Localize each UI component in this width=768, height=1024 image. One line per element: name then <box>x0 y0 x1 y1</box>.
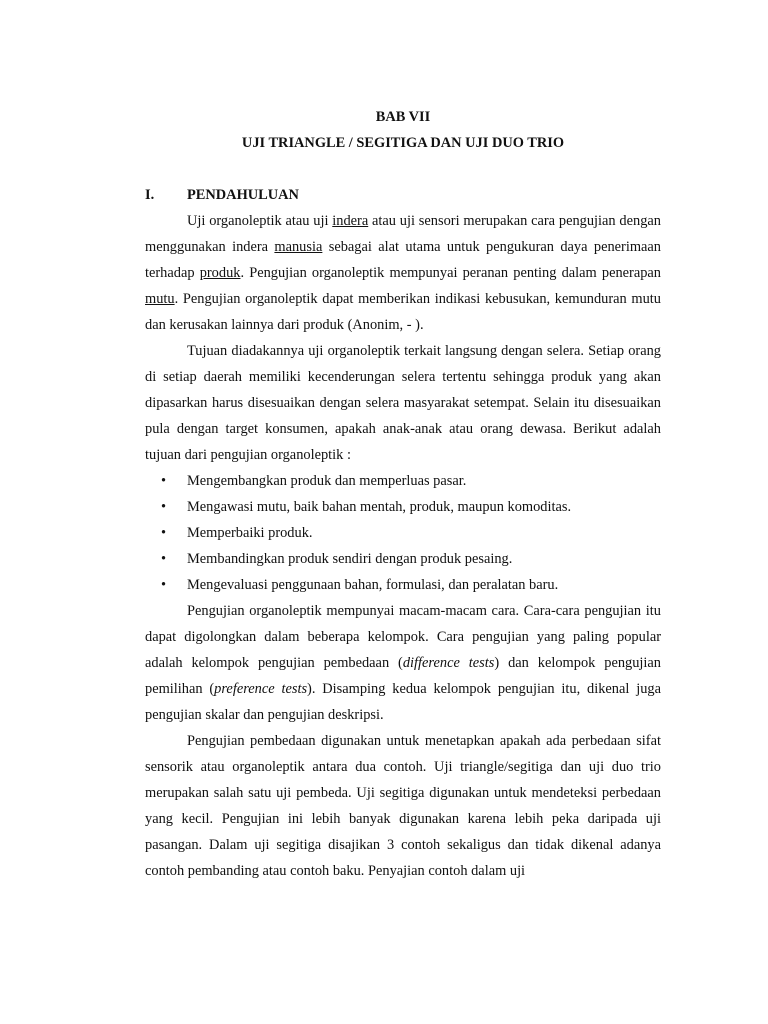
list-item <box>145 494 661 520</box>
section-title: PENDAHULUAN <box>187 187 299 203</box>
list-item-text: Membandingkan produk sendiri dengan produk pesaing. <box>187 551 513 567</box>
text-segment: ). Disamping kedua kelompok pengujian itu, dikenal juga pengujian skalar dan pengujian deskripsi. <box>145 681 661 723</box>
bullet-icon: • <box>161 577 167 593</box>
bullet-icon: • <box>161 473 167 489</box>
text-segment: . Pengujian organoleptik dapat memberikan indikasi kebusukan, kemunduran mutu dan kerusakan lainnya dari produk (Anonim, - ). <box>145 291 661 333</box>
chapter-number: BAB VII <box>375 109 431 125</box>
bullet-icon: • <box>161 525 167 541</box>
bullet-icon: • <box>161 551 167 567</box>
bullet-icon: • <box>161 499 167 515</box>
paragraph-2 <box>145 338 661 468</box>
text-segment: Uji organoleptik atau uji <box>187 213 333 229</box>
text-segment: Tujuan diadakannya uji organoleptik terkait langsung dengan selera. Setiap orang di setiap daerah memiliki kecenderungan selera tertentu sehingga produk yang akan dipasarkan harus disesuaikan dengan selera masyarakat setempat. Selain itu disesuaikan pula dengan target konsumen, apakah anak-anak atau orang dewasa. Berikut adalah tujuan dari pengujian organoleptik : <box>145 343 661 463</box>
list-item-text: Memperbaiki produk. <box>187 525 313 541</box>
list-item-text: Mengevaluasi penggunaan bahan, formulasi, dan peralatan baru. <box>187 577 559 593</box>
paragraph-3 <box>145 598 661 728</box>
text-segment: Pengujian organoleptik mempunyai macam-macam cara. Cara-cara pengujian itu dapat digolongkan dalam beberapa kelompok. Cara pengujian yang paling popular adalah kelompok pengujian pembedaan ( <box>145 603 661 671</box>
list-item <box>145 572 661 598</box>
text-segment: Pengujian pembedaan digunakan untuk menetapkan apakah ada perbedaan sifat sensorik atau organoleptik antara dua contoh. Uji triangle/segitiga dan uji duo trio merupakan salah satu uji pembeda. Uji segitiga digunakan untuk mendeteksi perbedaan yang kecil. Pengujian ini lebih banyak digunakan karena lebih peka daripada uji pasangan. Dalam uji segitiga disajikan 3 contoh sekaligus dan tidak dikenal adanya contoh pembanding atau contoh baku. Penyajian contoh dalam uji <box>145 733 661 879</box>
list-item <box>145 520 661 546</box>
paragraph-4 <box>145 728 661 884</box>
underlined-term: manusia <box>274 239 323 255</box>
list-item <box>145 468 661 494</box>
italic-term: difference tests <box>402 655 495 671</box>
section-heading <box>145 182 661 208</box>
text-segment: sebagai alat utama untuk pengukuran daya penerimaan terhadap <box>145 239 661 281</box>
paragraph-1 <box>145 208 661 338</box>
objectives-list <box>145 468 661 598</box>
list-item-text: Mengawasi mutu, baik bahan mentah, produk, maupun komoditas. <box>187 499 572 515</box>
underlined-term: mutu <box>145 291 175 307</box>
text-segment: . Pengujian organoleptik mempunyai peranan penting dalam penerapan <box>240 265 661 281</box>
text-segment: ) dan kelompok pengujian pemilihan ( <box>145 655 662 697</box>
document-body <box>145 104 661 884</box>
text-segment: atau uji sensori merupakan cara pengujian dengan menggunakan indera <box>145 213 661 255</box>
italic-term: preference tests <box>214 681 308 697</box>
chapter-title: UJI TRIANGLE / SEGITIGA DAN UJI DUO TRIO <box>241 135 565 151</box>
list-item-text: Mengembangkan produk dan memperluas pasar. <box>187 473 467 489</box>
section-number: I. <box>145 187 155 203</box>
underlined-term: produk <box>199 265 241 281</box>
underlined-term: indera <box>332 213 369 229</box>
list-item <box>145 546 661 572</box>
